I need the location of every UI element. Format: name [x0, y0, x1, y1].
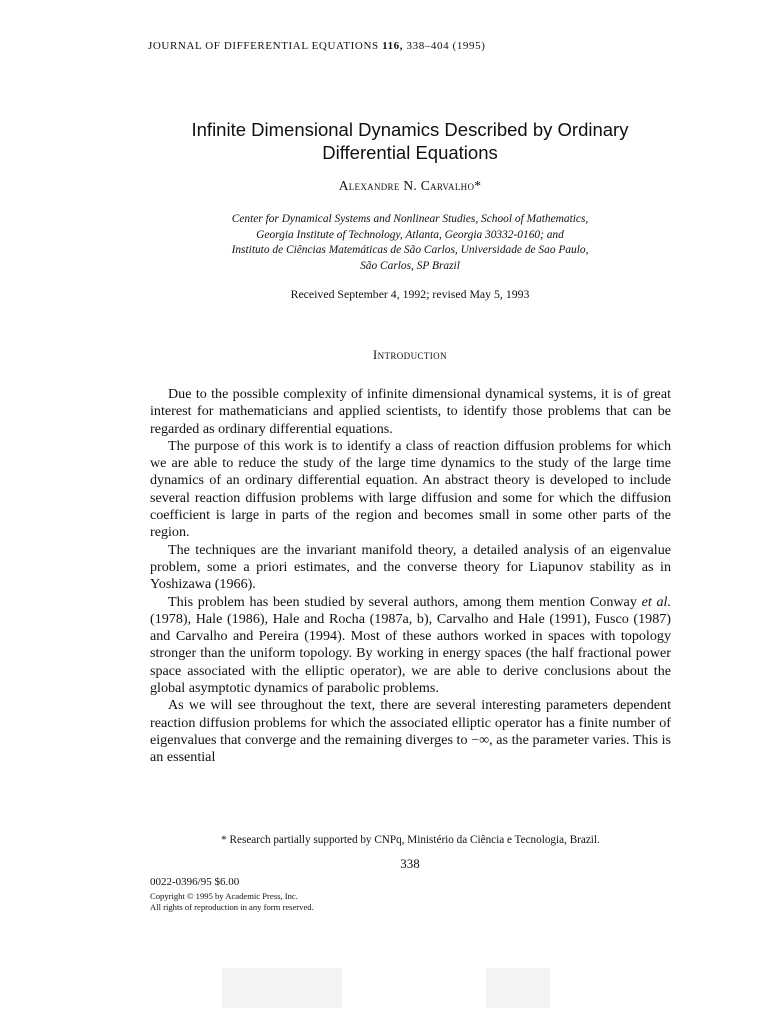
- paragraph-text: (1978), Hale (1986), Hale and Rocha (1987a, b), Carvalho and Hale (1991), Fusco (1987) and Carvalho and Pereira (1994). Most of these authors worked in spaces with topology stronger than the uniform topology. By working in energy spaces (the half fractional power space associated with the elliptic operator), we are able to derive conclusions about the global asymptotic dynamics of parabolic problems.: [150, 610, 671, 697]
- author-name: Alexandre N. Carvalho*: [338, 178, 482, 193]
- scan-artifact: [222, 968, 342, 1008]
- paragraph: The techniques are the invariant manifold theory, a detailed analysis of an eigenvalue problem, some a priori estimates, and the converse theory for Liapunov stability as in Yoshizawa (1966).: [150, 541, 671, 593]
- received-dates: Received September 4, 1992; revised May 5, 1993: [290, 287, 530, 301]
- paragraph: Due to the possible complexity of infinite dimensional dynamical systems, it is of great interest for mathematicians and applied scientists, to identify those problems that can be regarded as ordinary differential equations.: [150, 386, 671, 437]
- paper-title: [140, 118, 680, 164]
- paragraph: The purpose of this work is to identify a class of reaction diffusion problems for which we are able to reduce the study of the large time dynamics to the study of the large time dynamics of an ordinary differential equation. An abstract theory is developed to include several reaction diffusion problems with large diffusion and some for which the diffusion coefficient is large in parts of the region and becomes small in some other parts of the region.: [150, 437, 671, 541]
- affiliation: [140, 212, 680, 274]
- copyright-notice: [150, 891, 314, 912]
- paragraph-text: This problem has been studied by several authors, among them mention Conway: [168, 593, 642, 610]
- page-number: 338: [400, 856, 420, 871]
- copyright-line: All rights of reproduction in any form reserved.: [150, 901, 314, 912]
- scan-artifact: [486, 968, 550, 1008]
- title-line-2: Differential Equations: [322, 142, 498, 163]
- paragraph: [150, 594, 671, 698]
- journal-volume: 116,: [382, 40, 404, 52]
- journal-header: [148, 40, 668, 52]
- affiliation-line: Georgia Institute of Technology, Atlanta, Georgia 30332-0160; and: [256, 228, 564, 241]
- affiliation-line: Instituto de Ciências Matemáticas de São Carlos, Universidade de Sao Paulo,: [231, 244, 589, 257]
- journal-name: JOURNAL OF DIFFERENTIAL EQUATIONS: [148, 40, 379, 52]
- price-line: 0022-0396/95 $6.00: [150, 876, 240, 888]
- affiliation-line: São Carlos, SP Brazil: [360, 259, 460, 272]
- journal-pages-year: 338–404 (1995): [406, 40, 486, 52]
- title-line-1: Infinite Dimensional Dynamics Described by Ordinary: [191, 119, 629, 140]
- section-heading: Introduction: [373, 348, 447, 362]
- affiliation-line: Center for Dynamical Systems and Nonlinear Studies, School of Mathematics,: [231, 213, 589, 225]
- copyright-line: Copyright © 1995 by Academic Press, Inc.: [150, 891, 298, 901]
- footnote: * Research partially supported by CNPq, Ministério da Ciência e Tecnologia, Brazil.: [221, 834, 600, 846]
- body-text: [150, 386, 671, 767]
- paragraph-italic: et al.: [641, 593, 671, 610]
- paragraph: As we will see throughout the text, there are several interesting parameters dependent reaction diffusion problems for which the associated elliptic operator has a finite number of eigenvalues that converge and the remaining diverges to −∞, as the parameter varies. This is an essential: [150, 697, 671, 766]
